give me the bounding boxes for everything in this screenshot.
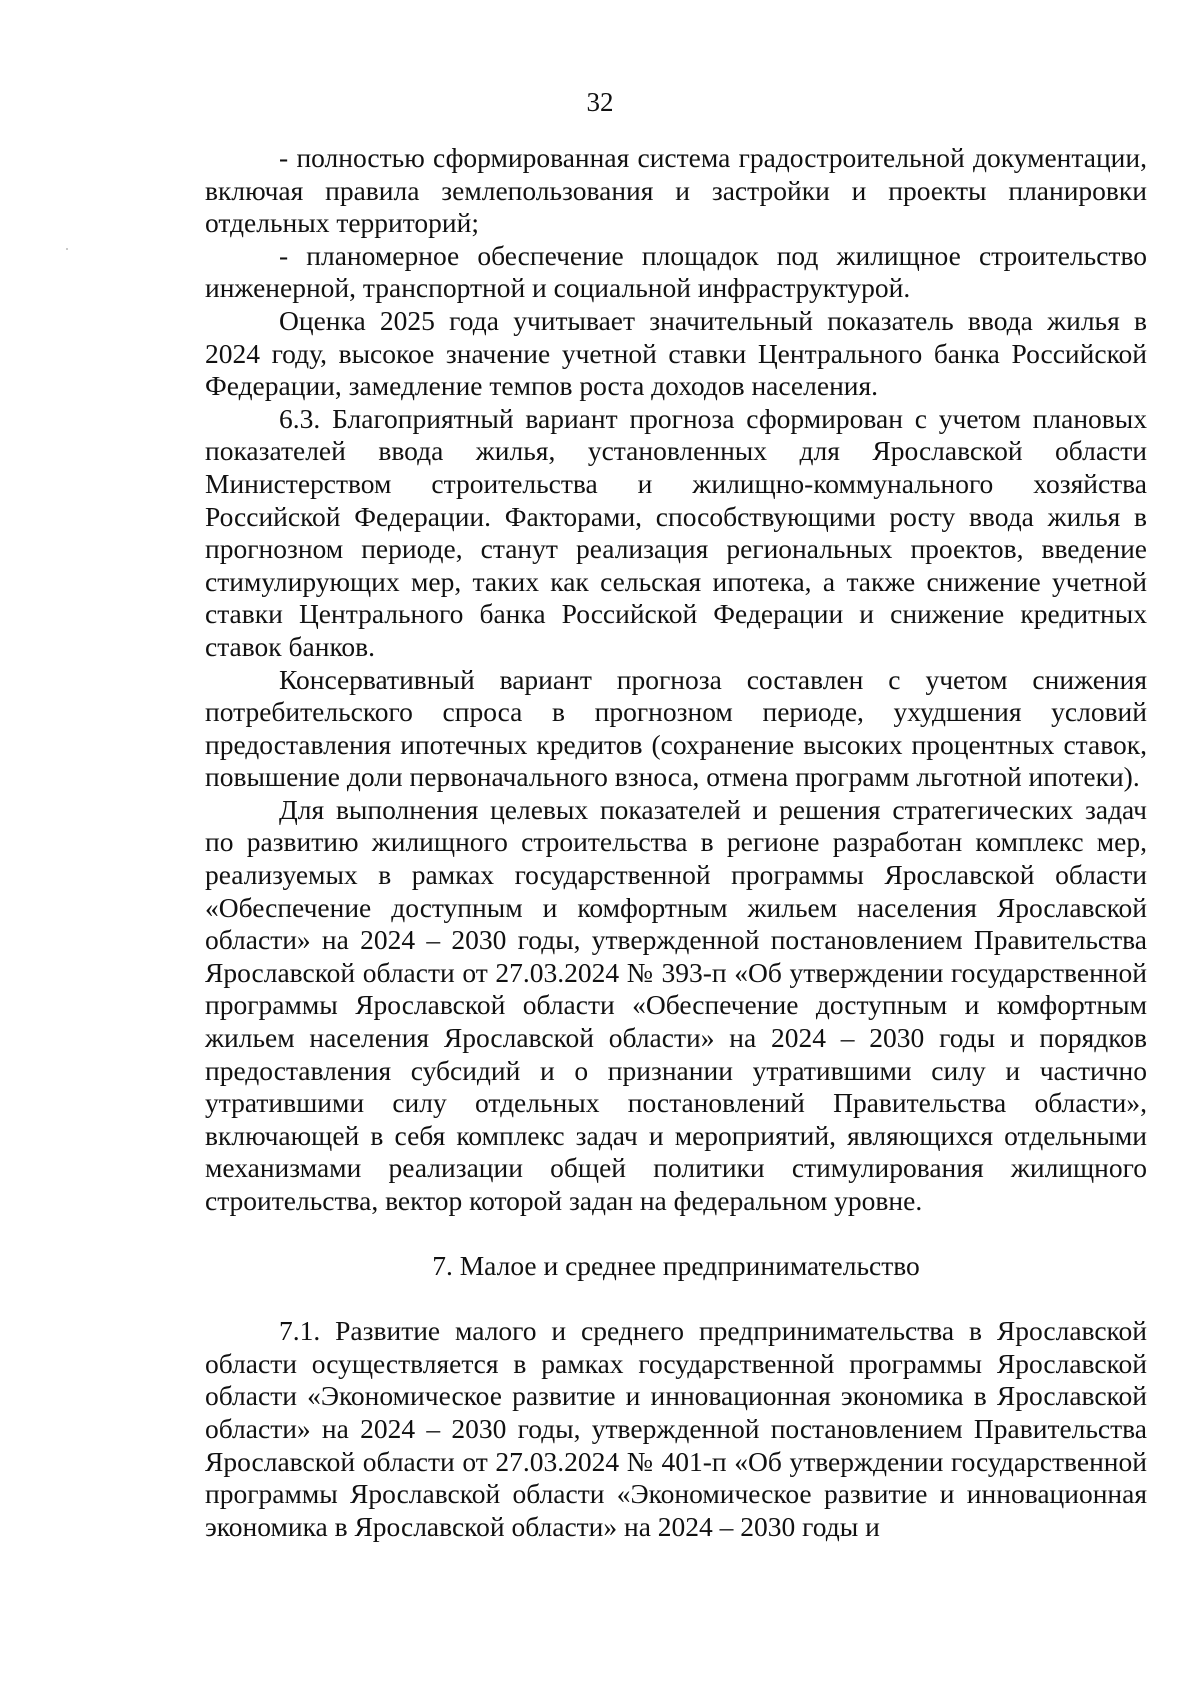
paragraph-infrastructure-sites: - планомерное обеспечение площадок под жилищное строительство инженерной, транспортной и социальной инфраструктурой. [205,239,1147,304]
paragraph-housing-program-measures: Для выполнения целевых показателей и решения стратегических задач по развитию жилищного строительства в регионе разработан комплекс мер, реализуемых в рамках государственной программы Ярославской области «Обеспечение доступным и комфортным жильем населения Ярославской области» на 2024 – 2030 годы, утвержденной постановлением Правительства Ярославской области от 27.03.2024 № 393-п «Об утверждении государственной программы Ярославской области «Обеспечение доступным и комфортным жильем населения Ярославской области» на 2024 – 2030 годы и порядков предоставления субсидий и о признании утратившими силу и частично утратившими силу отдельных постановлений Правительства области», включающей в себя комплекс задач и мероприятий, являющихся отдельными механизмами реализации общей политики стимулирования жилищного строительства, вектор которой задан на федеральном уровне. [205,793,1147,1216]
paragraph-estimate-2025: Оценка 2025 года учитывает значительный показатель ввода жилья в 2024 году, высокое значение учетной ставки Центрального банка Российской Федерации, замедление темпов роста доходов населения. [205,304,1147,402]
document-body [205,142,1147,1543]
paragraph-urban-planning-docs: - полностью сформированная система градостроительной документации, включая правила землепользования и застройки и проекты планировки отдельных территорий; [205,142,1147,239]
scan-artifact [66,248,68,250]
paragraph-favorable-forecast: 6.3. Благоприятный вариант прогноза сформирован с учетом плановых показателей ввода жилья, установленных для Ярославской области Министерством строительства и жилищно-коммунального хозяйства Российской Федерации. Факторами, способствующими росту ввода жилья в прогнозном периоде, станут реализация региональных проектов, введение стимулирующих мер, таких как сельская ипотека, а также снижение учетной ставки Центрального банка Российской Федерации и снижение кредитных ставок банков. [205,402,1147,662]
section-heading: 7. Малое и среднее предпринимательство [432,1249,920,1281]
paragraph-conservative-forecast: Консервативный вариант прогноза составлен с учетом снижения потребительского спроса в прогнозном периоде, ухудшения условий предоставления ипотечных кредитов (сохранение высоких процентных ставок, повышение доли первоначального взноса, отмена программ льготной ипотеки). [205,663,1147,793]
paragraph-small-business-program: 7.1. Развитие малого и среднего предпринимательства в Ярославской области осуществляется в рамках государственной программы Ярославской области «Экономическое развитие и инновационная экономика в Ярославской области» на 2024 – 2030 годы, утвержденной постановлением Правительства Ярославской области от 27.03.2024 № 401-п «Об утверждении государственной программы Ярославской области «Экономическое развитие и инновационная экономика в Ярославской области» на 2024 – 2030 годы и [205,1315,1147,1542]
page-number: 32 [586,87,614,117]
